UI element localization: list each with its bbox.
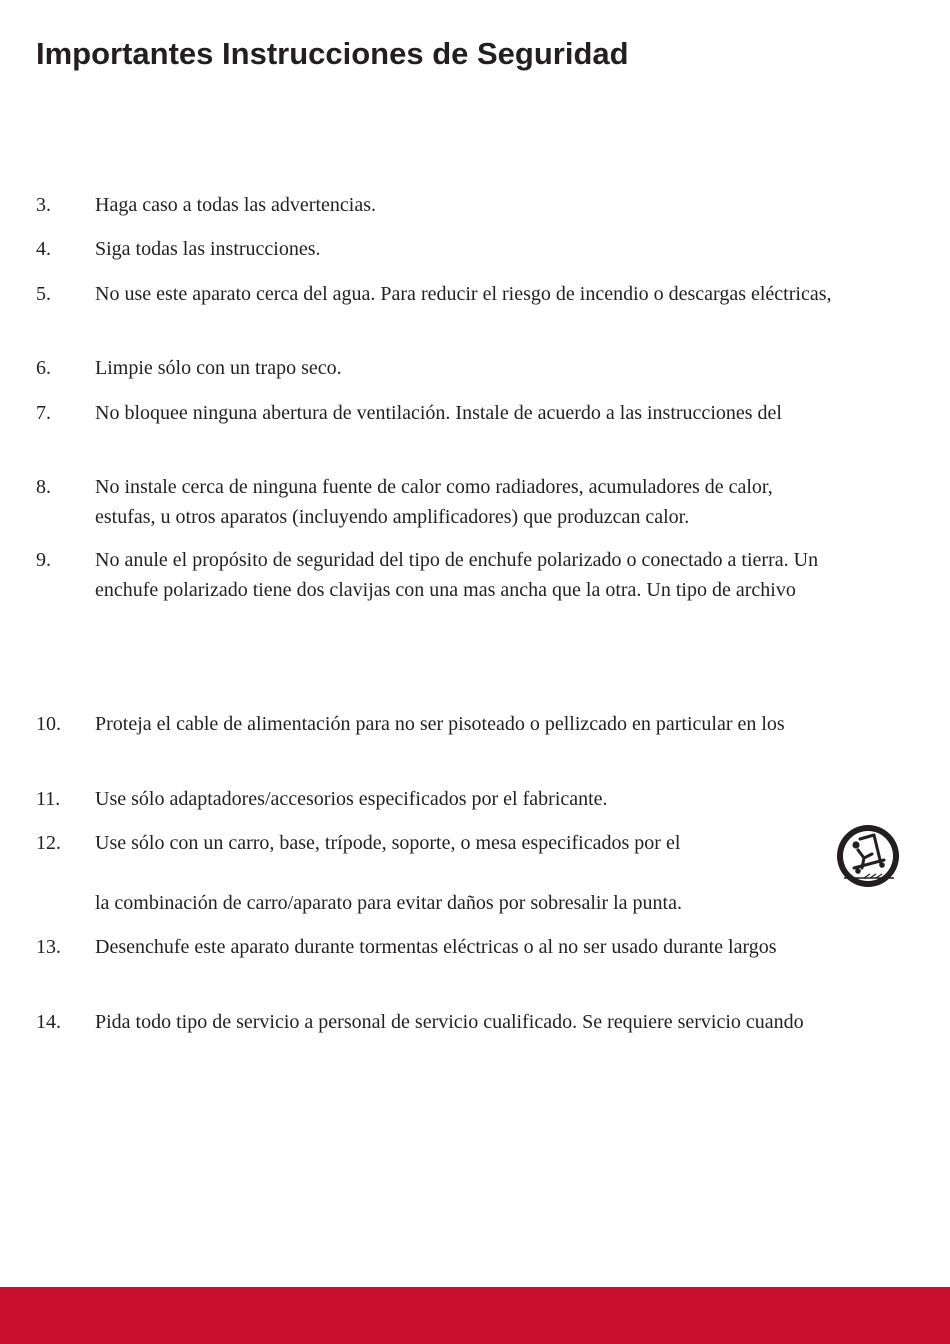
item-text-line: [95, 858, 815, 888]
item-number: 10.: [36, 713, 61, 735]
item-text-line: Haga caso a todas las advertencias.: [95, 194, 376, 216]
cart-tip-over-warning-icon: [834, 824, 904, 890]
item-number: 13.: [36, 936, 61, 958]
item-number: 3.: [36, 194, 51, 216]
item-text-line: No anule el propósito de seguridad del tipo de enchufe polarizado o conectado a tierra. Un: [95, 549, 819, 571]
item-text: [95, 545, 925, 605]
item-text: [95, 472, 925, 532]
item-number: 5.: [36, 283, 51, 305]
item-text-line: No instale cerca de ninguna fuente de calor como radiadores, acumuladores de calor,: [95, 476, 773, 498]
item-text-line: la combinación de carro/aparato para evitar daños por sobresalir la punta.: [95, 892, 682, 914]
item-text-line: No bloquee ninguna abertura de ventilación. Instale de acuerdo a las instrucciones del: [95, 402, 782, 424]
item-text: [95, 190, 925, 220]
item-text: [95, 784, 925, 814]
item-text-line: Siga todas las instrucciones.: [95, 238, 321, 260]
item-number: 14.: [36, 1011, 61, 1033]
item-number: 12.: [36, 832, 61, 854]
item-text: [95, 353, 925, 383]
item-text-line: No use este aparato cerca del agua. Para reducir el riesgo de incendio o descargas eléctricas,: [95, 283, 832, 305]
item-text: [95, 828, 815, 918]
item-number: 6.: [36, 357, 51, 379]
item-text-line: enchufe polarizado tiene dos clavijas con una mas ancha que la otra. Un tipo de archivo: [95, 579, 796, 601]
item-text-line: Use sólo con un carro, base, trípode, soporte, o mesa especificados por el: [95, 832, 681, 854]
item-text: [95, 1007, 925, 1037]
item-text: [95, 398, 925, 428]
item-text: [95, 709, 925, 739]
item-text-line: Use sólo adaptadores/accesorios especificados por el fabricante.: [95, 788, 608, 810]
item-text: [95, 279, 925, 309]
item-number: 4.: [36, 238, 51, 260]
footer-bar: [0, 1287, 950, 1344]
item-text-line: Pida todo tipo de servicio a personal de servicio cualificado. Se requiere servicio cuando: [95, 1011, 804, 1033]
item-text-line: Proteja el cable de alimentación para no ser pisoteado o pellizcado en particular en los: [95, 713, 785, 735]
item-text: [95, 932, 925, 962]
item-text: [95, 234, 925, 264]
item-number: 7.: [36, 402, 51, 424]
item-number: 8.: [36, 476, 51, 498]
item-text-line: estufas, u otros aparatos (incluyendo amplificadores) que produzcan calor.: [95, 506, 690, 528]
item-text-line: Limpie sólo con un trapo seco.: [95, 357, 342, 379]
item-number: 11.: [36, 788, 61, 810]
page-title: Importantes Instrucciones de Seguridad: [36, 36, 629, 71]
item-text-line: Desenchufe este aparato durante tormentas eléctricas o al no ser usado durante largos: [95, 936, 777, 958]
item-number: 9.: [36, 549, 51, 571]
